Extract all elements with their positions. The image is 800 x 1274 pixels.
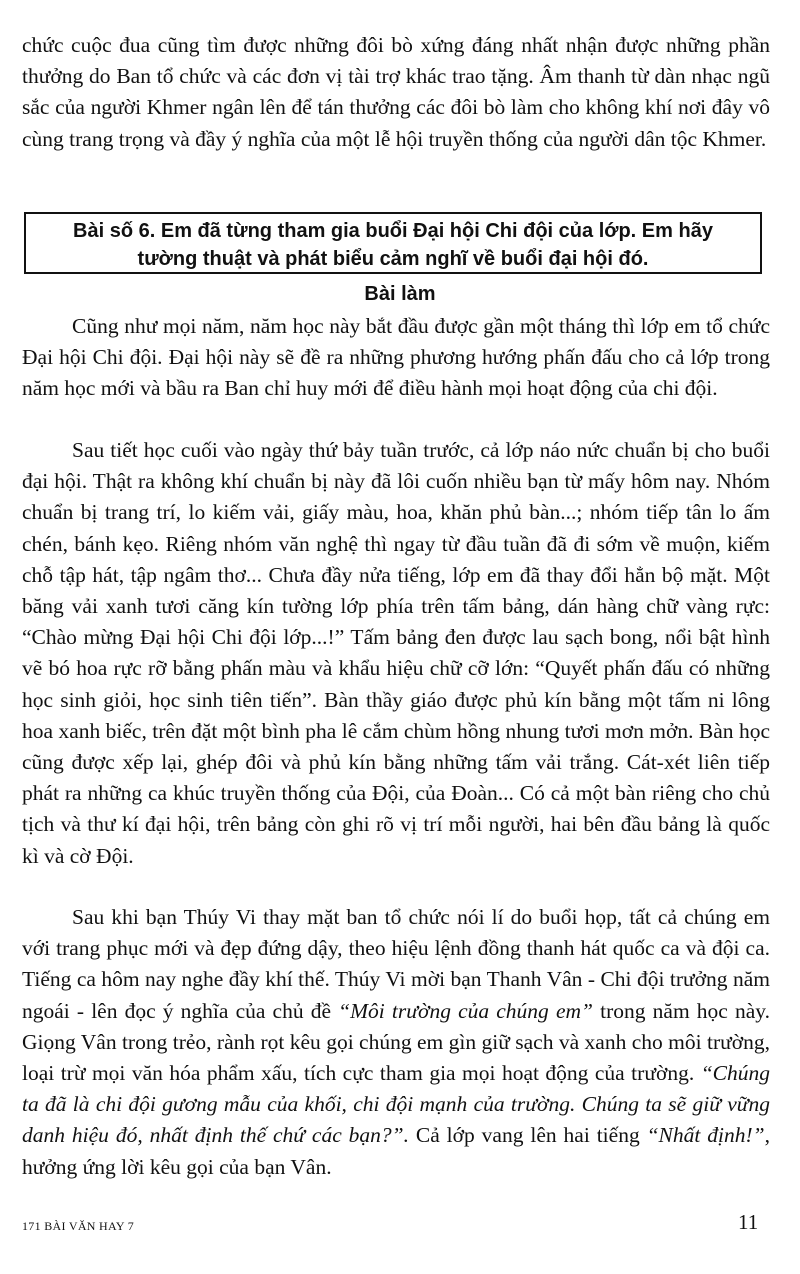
paragraph-3-text-b: trong năm học này. Giọng Vân trong trẻo, rành rọt kêu gọi chúng em gìn giữ sạch và xanh cho môi trường, loại trừ mọi văn hóa phẩm xấu, tích cực tham gia mọi hoạt động của trường. (22, 998, 771, 1086)
exercise-line-2: tường thuật và phát biểu cảm nghĩ về buổi đại hội đó. (137, 248, 649, 270)
paragraph-3-text-c: Cả lớp vang lên hai tiếng (409, 1123, 647, 1148)
paragraph-3 (22, 902, 770, 1183)
paragraph-3-text-d: , hưởng ứng lời kêu gọi của bạn Vân. (22, 1123, 770, 1179)
answer-heading: Bài làm (364, 283, 436, 305)
paragraph-continued: chức cuộc đua cũng tìm được những đôi bò xứng đáng nhất nhận được những phần thưởng do Ban tổ chức và các đơn vị tài trợ khác trao tặng. Âm thanh từ dàn nhạc ngũ sắc của người Khmer ngân lên để tán thưởng các đôi bò làm cho không khí nơi đây vô cùng trang trọng và đầy ý nghĩa của một lễ hội truyền thống của người dân tộc Khmer. (22, 33, 770, 151)
footer-book-title: 171 BÀI VĂN HAY 7 (22, 1219, 134, 1233)
class-reply: “Nhất định!” (646, 1123, 765, 1148)
paragraph-1-text: Cũng như mọi năm, năm học này bắt đầu được gần một tháng thì lớp em tổ chức Đại hội Chi đội. Đại hội này sẽ đề ra những phương hướng phấn đấu cho cả lớp trong năm học mới và bầu ra Ban chỉ huy mới để điều hành mọi hoạt động của chi đội. (22, 314, 770, 401)
paragraph-2-text: Sau tiết học cuối vào ngày thứ bảy tuần trước, cả lớp náo nức chuẩn bị cho buổi đại hội. Thật ra không khí chuẩn bị này đã lôi cuốn nhiều bạn từ mấy hôm nay. Nhóm chuẩn bị trang trí, lo kiếm vải, giấy màu, hoa, khăn phủ bàn...; nhóm tiếp tân lo ấm chén, bánh kẹo. Riêng nhóm văn nghệ thì ngay từ đầu tuần đã đi sớm về muộn, kiếm chỗ tập hát, tập ngâm thơ... Chưa đầy nửa tiếng, lớp em đã thay đổi hẳn bộ mặt. Một băng vải xanh tươi căng kín tường lớp phía trên tấm bảng, dán hàng chữ vàng rực: “Chào mừng Đại hội Chi đội lớp...!” Tấm bảng đen được lau sạch bong, nổi bật hình vẽ bó hoa rực rỡ bằng phấn màu và khẩu hiệu chữ cỡ lớn: “Quyết phấn đấu có những học sinh giỏi, học sinh tiên tiến”. Bàn thầy giáo được phủ kín bằng một tấm ni lông hoa xanh biếc, trên đặt một bình pha lê cắm chùm hồng nhung tươi mơn mởn. Bàn học cũng được xếp lại, ghép đôi và phủ kín bằng những tấm vải trắng. Cát-xét liên tiếp phát ra những ca khúc truyền thống của Đội, của Đoàn... Có cả một bàn riêng cho chủ tịch và thư kí đại hội, trên bảng còn ghi rõ vị trí mỗi người, hai bên đầu bảng là quốc kì và cờ Đội. (22, 438, 770, 868)
quoted-speech: “Chúng ta đã là chi đội gương mẫu của khối, chi đội mạnh của trường. Chúng ta sẽ giữ vững danh hiệu đó, nhất định thế chứ các bạn?”. (22, 1061, 770, 1148)
exercise-line-1: Bài số 6. Em đã từng tham gia buổi Đại hội Chi đội của lớp. Em hãy (73, 220, 713, 242)
paragraph-3-text-a: Sau khi bạn Thúy Vi thay mặt ban tổ chức nói lí do buổi họp, tất cả chúng em với trang phục mới và đẹp đứng dậy, theo hiệu lệnh đồng thanh hát quốc ca và đội ca. Tiếng ca hôm nay nghe đầy khí thế. Thúy Vi mời bạn Thanh Vân - Chi đội trưởng năm ngoái - lên đọc ý nghĩa của chủ đề (22, 905, 770, 1023)
theme-title: “Môi trường của chúng em” (338, 998, 593, 1023)
paragraph-2 (22, 435, 770, 872)
exercise-prompt-box (24, 212, 762, 274)
paragraph-1 (22, 311, 770, 405)
page-number: 11 (738, 1210, 759, 1234)
